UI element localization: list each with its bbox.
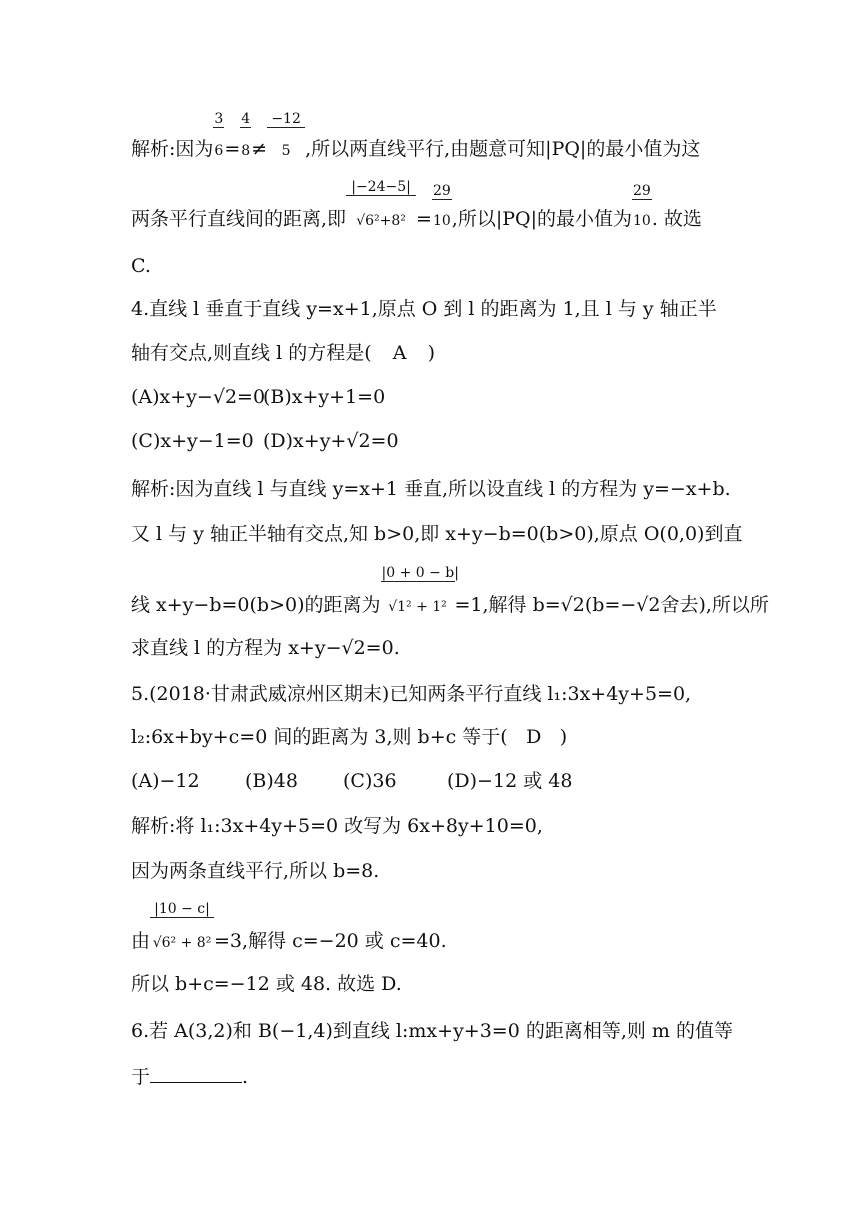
q4-solution-line1: 解析:因为直线 l 与直线 y=x+1 垂直,所以设直线 l 的方程为 y=−x+b. [131, 478, 731, 500]
fraction-29-10: $\frac{29}{10}$ [432, 183, 451, 229]
q5-option-c: (C)36 [343, 770, 397, 792]
q4-options-row2 [131, 432, 399, 451]
q5-solution-line2: 因为两条直线平行,所以 b=8. [131, 860, 380, 882]
q3-solution-line3: C. [131, 255, 151, 277]
q4-solution-line2: 又 l 与 y 轴正半轴有交点,知 b>0,即 x+y−b=0(b>0),原点 O(0,0)到直 [131, 523, 743, 545]
q5-option-d: (D)−12 或 48 [447, 770, 573, 792]
q6-stem-line1: 6.若 A(3,2)和 B(−1,4)到直线 l:mx+y+3=0 的距离相等,则 m 的值等 [131, 1020, 733, 1042]
q5-stem-line2: l₂:6x+by+c=0 间的距离为 3,则 b+c 等于( D ) [131, 726, 568, 748]
q4-option-a: (A)x+y−√2=0 [131, 386, 266, 408]
q4-stem-line2: 轴有交点,则直线 l 的方程是( A ) [131, 342, 436, 364]
q5-distance-fraction: $\frac{|10 - c|}{\text{√6² + 8²}}$ [150, 932, 214, 951]
q5-option-a: (A)−12 [131, 770, 200, 792]
q5-solution-line4: 所以 b+c=−12 或 48. 故选 D. [131, 973, 402, 995]
q5-option-b: (B)48 [245, 770, 298, 792]
q4-solution-line4: 求直线 l 的方程为 x+y−√2=0. [131, 637, 400, 659]
q4-options-row1 [131, 388, 385, 407]
q3-solution-prefix: 解析:因为 [131, 138, 214, 160]
distance-fraction: $\frac{|-24-5|}{\text{√6²+8²}}$ [346, 210, 416, 229]
q3-solution-line1-rest: ,所以两直线平行,由题意可知|PQ|的最小值为这 [305, 138, 701, 160]
q4-solution-line3: 线 x+y−b=0(b>0)的距离为 $\frac{|0 + 0 - b|}{\text{√1² + 1²}}=1$,解得 b=√2(b=−√2舍去),所以所 [131, 565, 769, 616]
fraction-4-8: $\frac{4}{8}$ [241, 111, 251, 159]
q5-solution-line3: 由 $\frac{|10 - c|}{\text{√6² + 8²}}=3$,解得 c=−20 或 c=40. [131, 901, 447, 952]
q4-option-c: (C)x+y−1=0 [131, 430, 254, 452]
q4-option-d: (D)x+y+√2=0 [263, 430, 399, 452]
q6-stem-line2: 于 . [131, 1066, 249, 1088]
q3-solution-line1: 解析:因为 $\frac{3}{6}=$ $\frac{4}{8}\ne$ $\frac{-12}{5}$,所以两直线平行,由题意可知|PQ|的最小值为这 [131, 111, 701, 160]
q4-distance-fraction: $\frac{|0 + 0 - b|}{\text{√1² + 1²}}$ [381, 565, 459, 615]
q4-answer: A [392, 342, 407, 364]
q5-stem-line1: 5.(2018·甘肃武威凉州区期末)已知两条平行直线 l₁:3x+4y+5=0, [131, 683, 692, 705]
q4-option-b: (B)x+y+1=0 [263, 386, 386, 408]
fraction-29-10-b: $\frac{29}{10}$ [633, 183, 651, 229]
q5-solution-line1: 解析:将 l₁:3x+4y+5=0 改写为 6x+8y+10=0, [131, 815, 543, 837]
fraction-3-6: $\frac{3}{6}$ [214, 111, 224, 159]
q5-answer: D [526, 726, 542, 748]
q5-options [131, 772, 572, 791]
q3-solution-line2: 两条平行直线间的距离,即 $\frac{|-24-5|}{\text{√6²+8²}}=$ $\frac{29}{10}$,所以|PQ|的最小值为 $\frac{29}{10}$. 故选 [131, 179, 702, 230]
answer-blank[interactable] [150, 1066, 242, 1083]
q4-stem-line1: 4.直线 l 垂直于直线 y=x+1,原点 O 到 l 的距离为 1,且 l 与 y 轴正半 [131, 298, 717, 320]
fraction-neg12-5: $\frac{-12}{5}$ [267, 140, 305, 159]
